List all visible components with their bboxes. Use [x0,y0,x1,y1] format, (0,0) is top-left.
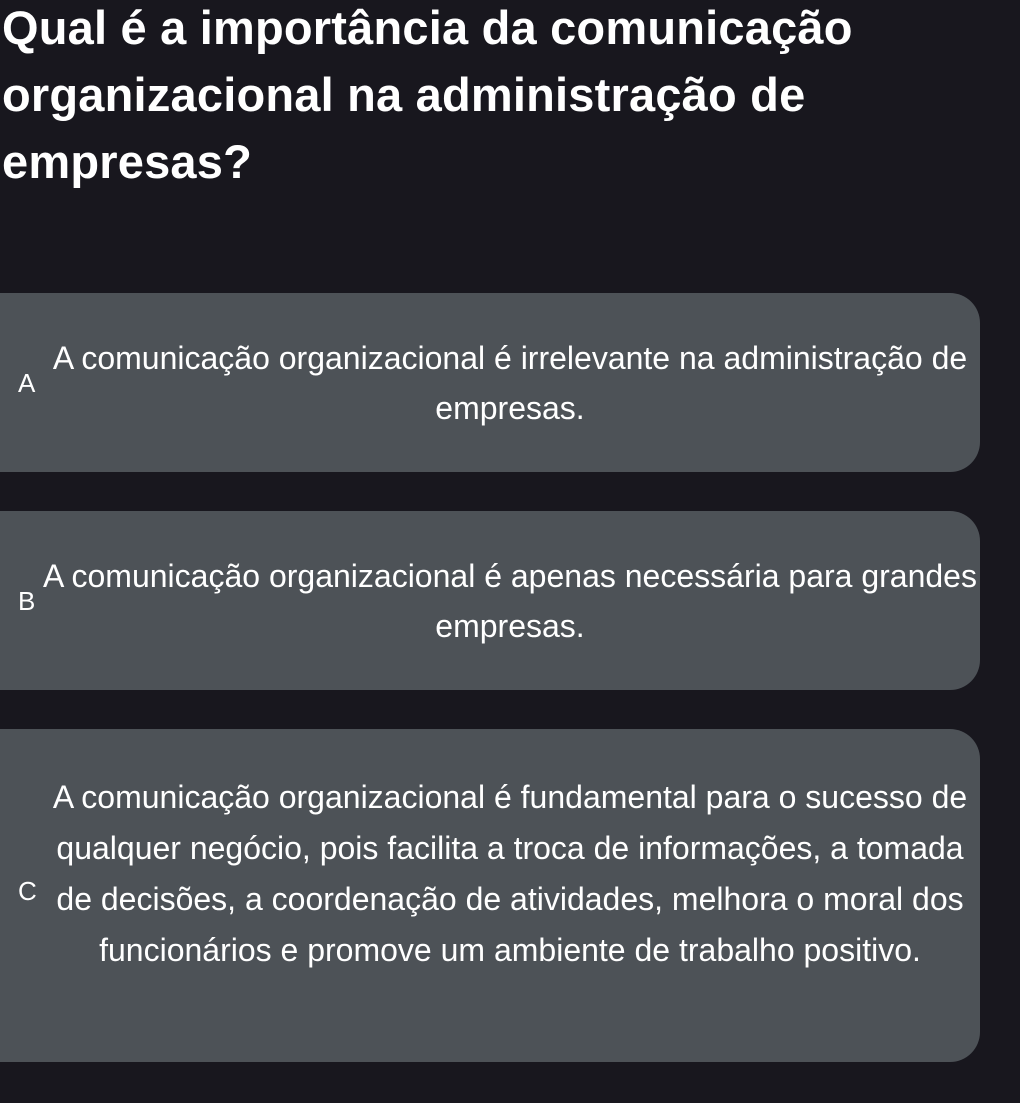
option-c-letter: C [18,876,37,906]
option-b-letter: B [18,586,36,616]
option-a-text: A comunicação organizacional é irrelevante na administração de empresas. [52,340,968,426]
question-title: Qual é a importância da comunicação organizacional na administração de empresas? [2,1,853,188]
option-b-text: A comunicação organizacional é apenas necessária para grandes empresas. [43,558,977,644]
option-c-button[interactable] [0,729,980,1062]
option-c-text: A comunicação organizacional é fundamental para o sucesso de qualquer negócio, pois facilita a troca de informações, a tomada de decisões, a coordenação de atividades, melhora o moral dos funcionários e promove um ambiente de trabalho positivo. [52,779,968,968]
option-a-button[interactable] [0,293,980,472]
option-b-button[interactable] [0,511,980,690]
option-a-letter: A [18,368,36,398]
